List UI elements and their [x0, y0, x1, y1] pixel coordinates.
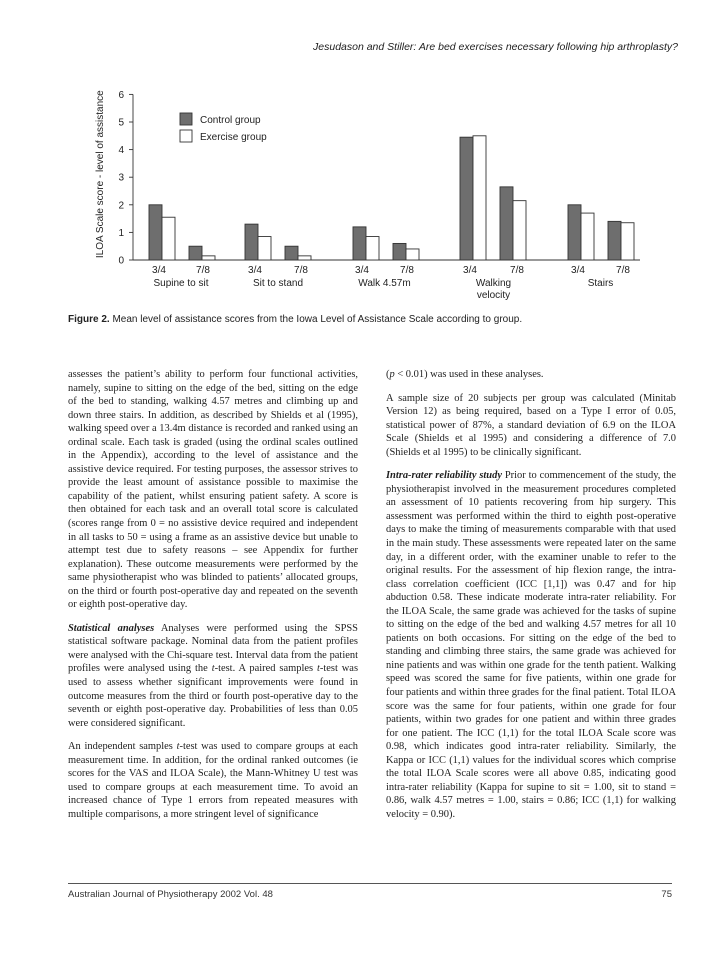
bar-chart	[0, 70, 728, 310]
bar-exercise	[473, 136, 486, 260]
bar-exercise	[406, 249, 419, 260]
group-label: Sit to stand	[252, 278, 304, 289]
x-tick-label: 7/8	[616, 265, 630, 276]
legend-swatch	[180, 113, 192, 125]
bar-exercise	[298, 256, 311, 260]
y-tick-label: 1	[118, 227, 124, 239]
group-label: Stairs	[587, 278, 614, 289]
italic-t: t	[176, 741, 180, 753]
bar-control	[460, 137, 473, 260]
bar-exercise	[513, 201, 526, 260]
bar-control	[285, 246, 298, 260]
bar-control	[149, 205, 162, 260]
group-label: Supine to sit	[153, 278, 209, 289]
text-run: -test. A paired samples	[214, 663, 317, 675]
x-tick-label: 3/4	[463, 265, 477, 276]
text-run: (	[386, 369, 390, 380]
paragraph-independent-samples	[68, 740, 358, 821]
left-column	[68, 368, 358, 832]
italic-p: p	[389, 369, 395, 380]
bar-control	[353, 227, 366, 260]
bar-control	[245, 224, 258, 260]
legend-label: Exercise group	[200, 132, 267, 143]
y-tick-label: 6	[118, 89, 124, 101]
italic-t: t	[211, 663, 215, 675]
y-axis-label: ILOA Scale score - level of assistance	[95, 90, 106, 259]
bar-exercise	[162, 217, 175, 260]
bar-control	[608, 221, 621, 260]
y-tick-label: 5	[118, 117, 124, 129]
footer-rule	[68, 883, 672, 884]
paragraph-procedure: assesses the patient’s ability to perform four functional activities, namely, supine to sitting on the edge of the bed, sitting on the edge of the bed to standing, walking 4.57 metres and climbing up and down three stairs. In addition, as described by Shields et al (1995), walking speed over a 13.4m distance is recorded and ranked using an ordinal scale. Each task is graded (using the ordinal scales outlined in the Appendix), according to the level of assistance and the assistive device required. For testing purposes, the assessor strives to provide the least amount of assistance possible to maximise the capability of the patient, whilst ensuring patient safety. A score is then obtained for each task and an overall total score is calculated (scores range from 0 = no assistive device required and independent in all tasks to 50 = using a frame as an assistive device but unable to attempt test due to safety reasons – see Appendix for further explanation). These outcome measurements were performed by the same physiotherapist who was blinded to patients’ allocated groups, on the third or fourth post-operative day and repeated on the seventh or eighth post-operative day.	[68, 369, 358, 611]
x-tick-label: 7/8	[400, 265, 414, 276]
text-run: Analyses were performed using the SPSS statistical software package. Nominal data from the patient profiles were analysed with the Chi-square test. Interval data from the patient profiles were analysed using the	[68, 622, 358, 675]
bar-control	[393, 243, 406, 260]
group-label: velocity	[476, 290, 511, 301]
y-tick-label: 3	[118, 172, 124, 184]
section-heading-statistical-analyses: Statistical analyses	[68, 622, 155, 634]
x-tick-label: 3/4	[571, 265, 585, 276]
section-heading-intra-rater: Intra-rater reliability study	[386, 470, 502, 482]
paragraph-significance	[386, 368, 676, 382]
footer-journal: Australian Journal of Physiotherapy 2002 Vol. 48	[68, 889, 273, 900]
figure-caption	[68, 314, 688, 325]
group-label: Walking	[475, 278, 512, 289]
italic-t: t	[316, 663, 320, 675]
figure-caption-text: Mean level of assistance scores from the Iowa Level of Assistance Scale according to group.	[109, 314, 523, 325]
x-tick-label: 7/8	[196, 265, 210, 276]
x-tick-label: 3/4	[355, 265, 369, 276]
x-tick-label: 7/8	[294, 265, 308, 276]
x-tick-label: 7/8	[510, 265, 524, 276]
paragraph-statistical-analyses	[68, 622, 358, 730]
y-tick-label: 2	[118, 200, 124, 212]
bar-exercise	[202, 256, 215, 260]
legend-label: Control group	[200, 115, 261, 126]
y-tick-label: 0	[118, 255, 124, 267]
paragraph-sample-size: A sample size of 20 subjects per group was calculated (Minitab Version 12) as being required, based on a Type I error of 0.05, statistical power of 87%, a standard deviation of 6.9 on the ILOA Scale (Shields et al 1995) and considering a difference of 7.0 (Shields et al 1995) to be clinically significant.	[386, 392, 676, 458]
x-tick-label: 3/4	[248, 265, 262, 276]
right-column	[386, 368, 676, 832]
bar-control	[568, 205, 581, 260]
text-run: < 0.01) was used in these analyses.	[394, 369, 544, 380]
bar-exercise	[258, 237, 271, 260]
x-tick-label: 3/4	[152, 265, 166, 276]
legend-swatch	[180, 130, 192, 142]
text-run: -test was used to compare groups at each measurement time. In addition, for the ordinal ranked outcomes (ie scores for the VAS and ILOA Scale), the Mann-Whitney U test was used to compare groups at each measurement time. To avoid an increased chance of Type 1 errors from repeated measures with multiple comparisons, a more stringent level of significance	[68, 741, 358, 820]
bar-control	[189, 246, 202, 260]
page-number: 75	[661, 889, 672, 900]
y-tick-label: 4	[118, 145, 124, 157]
text-run: Prior to commencement of the study, the physiotherapist involved in the measurement procedures completed an assessment of 10 patients recovering from hip surgery. This assessment was performed within the third to eighth post-operative days to make the timing of measurements comparable with that used in the main study. These assessments were repeated later on the same day, in a different order, with the examiner unable to refer to the original results. For the assessment of hip flexion range, the intra-class correlation coefficient (ICC [1,1]) was 0.47 and for hip abduction 0.58. These indicate moderate intra-rater reliability. For the ILOA Scale, the same grade was achieved for the tasks of supine to sitting on the edge of the bed and walking 4.57 metres for all 10 patients on both occasions. For sitting on the edge of the bed to standing and climbing three stairs, the same grade was achieved for nine patients and was within one grade for the tenth patient. Walking speed was scored the same for five patients, within one grade for four patients and within three grades for the final patient. Total ILOA score was the same for four patients, within one grade for four patients, within two grades for one patient and within three grades for one patient. The ICC (1,1) for the total ILOA Scale score was 0.98, which indicates good intra-rater reliability. Similarly, the Kappa or ICC (1,1) values for the individual scores which comprise the total ILOA Scale scores were all above 0.85, indicating good intra-rater reliability (Kappa for supine to sit = 1.00, sit to stand = 0.86, walk 4.57 metres = 1.00, stairs = 0.86; ICC (1,1) for walking velocity = 0.90).	[386, 470, 676, 820]
paragraph-intra-rater	[386, 469, 676, 821]
bar-control	[500, 187, 513, 260]
text-run: An independent samples	[68, 741, 177, 753]
bar-exercise	[366, 237, 379, 260]
bar-exercise	[621, 223, 634, 260]
figure-label: Figure 2.	[68, 314, 110, 325]
group-label: Walk 4.57m	[358, 278, 411, 289]
text-run: -test was used to assess whether significant improvements were found in outcome measures from the third or fourth post-operative day to the seventh or eighth post-operative day. Probabilities of less than 0.05 were considered significant.	[68, 663, 359, 729]
running-head: Jesudason and Stiller: Are bed exercises necessary following hip arthroplasty?	[313, 41, 678, 53]
bar-exercise	[581, 213, 594, 260]
